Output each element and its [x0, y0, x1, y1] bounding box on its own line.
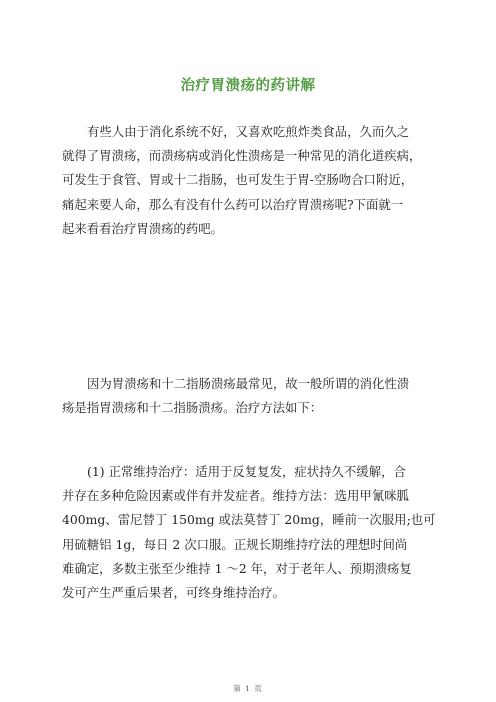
treatment-paragraph — [62, 460, 434, 605]
text-line: 因为胃溃疡和十二指肠溃疡最常见，故一般所谓的消化性溃 — [87, 376, 410, 391]
text-line: 可发生于食管、胃或十二指肠，也可发生于胃-空肠吻合口附近， — [62, 172, 414, 188]
page-title: 治疗胃溃疡的药讲解 — [180, 77, 316, 94]
text-line: 难确定，多数主张至少维持 1 ～2 年，对于老年人、预期溃疡复 — [62, 560, 412, 576]
text-line: 用硫糖铝 1g，每日 2 次口服。正规长期维持疗法的理想时间尚 — [62, 536, 408, 552]
text-line: 起来看看治疗胃溃疡的药吧。 — [62, 220, 224, 236]
text-line: 400mg、雷尼替丁 150mg 或法莫替丁 20mg，睡前一次服用;也可 — [62, 512, 436, 528]
intro-paragraph — [62, 120, 434, 241]
ulcer-definition-paragraph — [62, 372, 434, 420]
page-number-footer: 第 1 页 — [233, 684, 263, 693]
text-line: (1) 正常维持治疗：适用于反复复发，症状持久不缓解，合 — [87, 464, 406, 479]
text-line: 有些人由于消化系统不好，又喜欢吃煎炸类食品，久而久之 — [87, 124, 410, 139]
text-line: 发可产生严重后果者，可终身维持治疗。 — [62, 585, 286, 601]
text-line: 痛起来要人命，那么有没有什么药可以治疗胃溃疡呢?下面就一 — [62, 196, 404, 212]
text-line: 疡是指胃溃疡和十二指肠溃疡。治疗方法如下： — [62, 400, 323, 416]
text-line: 就得了胃溃疡，而溃疡病或消化性溃疡是一种常见的消化道疾病， — [62, 148, 422, 164]
text-line: 并存在多种危险因素或伴有并发症者。维持方法：选用甲氰咪胍 — [62, 488, 409, 504]
